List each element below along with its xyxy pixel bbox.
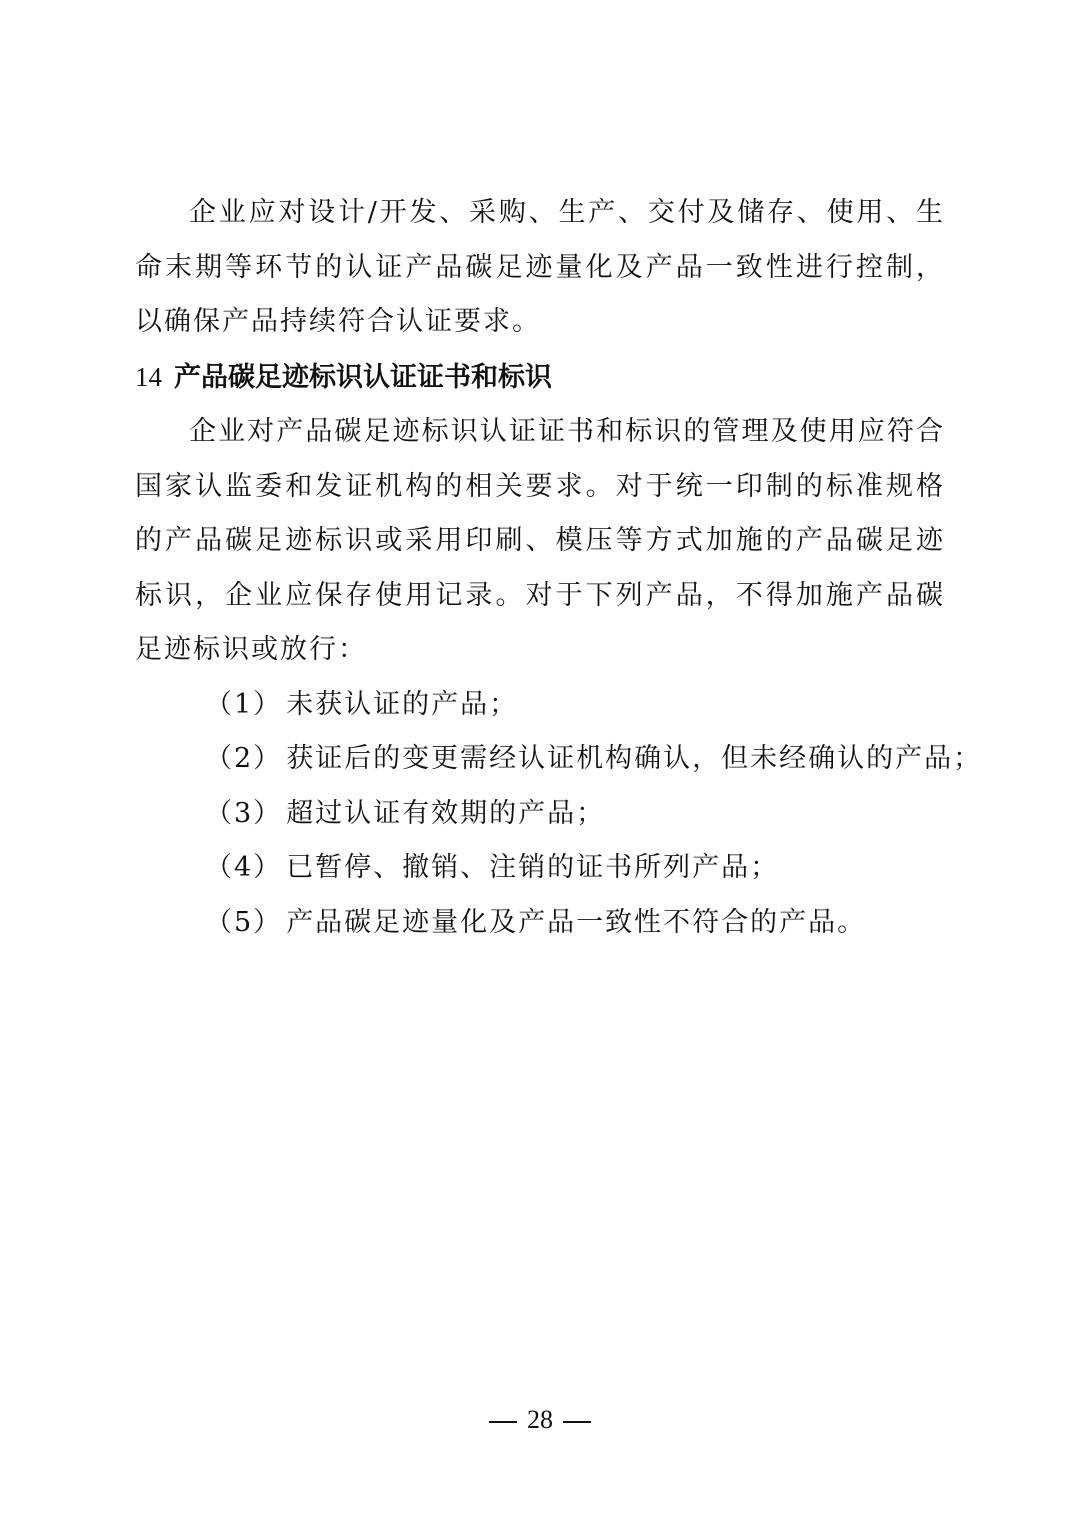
list-item [135,787,945,842]
list-marker: （4） [205,852,283,883]
footer-dash-right [563,1421,591,1423]
list-item-text: 获证后的变更需经认证机构确认，但未经确认的产品； [286,743,983,774]
list-marker: （2） [205,743,283,774]
paragraph-requirements: 企业对产品碳足迹标识认证证书和标识的管理及使用应符合国家认监委和发证机构的相关要求。对于统一印制的标准规格的产品碳足迹标识或采用印刷、模压等方式加施的产品碳足迹标识，企业应保存使用记录。对于下列产品，不得加施产品碳足迹标识或放行： [135,416,945,665]
page-footer [0,1400,1080,1440]
list-item [135,678,945,733]
section-number: 14 [135,361,162,392]
list-item [135,896,945,951]
paragraph-intro: 企业应对设计/开发、采购、生产、交付及储存、使用、生命末期等环节的认证产品碳足迹量化及产品一致性进行控制，以确保产品持续符合认证要求。 [135,197,945,337]
list-item [135,841,945,896]
footer-dash-left [489,1421,517,1423]
list-item-text: 未获认证的产品； [286,688,519,720]
prohibited-products-list [135,678,983,951]
list-marker: （5） [205,906,283,938]
page-number: 28 [527,1405,553,1434]
list-item-text: 产品碳足迹量化及产品一致性不符合的产品。 [286,906,867,938]
section-title: 产品碳足迹标识认证证书和标识 [174,361,552,393]
list-item [135,732,983,787]
page-content [135,186,983,950]
list-marker: （3） [205,797,283,829]
section-heading [135,350,945,406]
list-item-text: 超过认证有效期的产品； [286,797,606,829]
list-marker: （1） [205,688,283,720]
list-item-text: 已暂停、撤销、注销的证书所列产品； [286,852,780,883]
